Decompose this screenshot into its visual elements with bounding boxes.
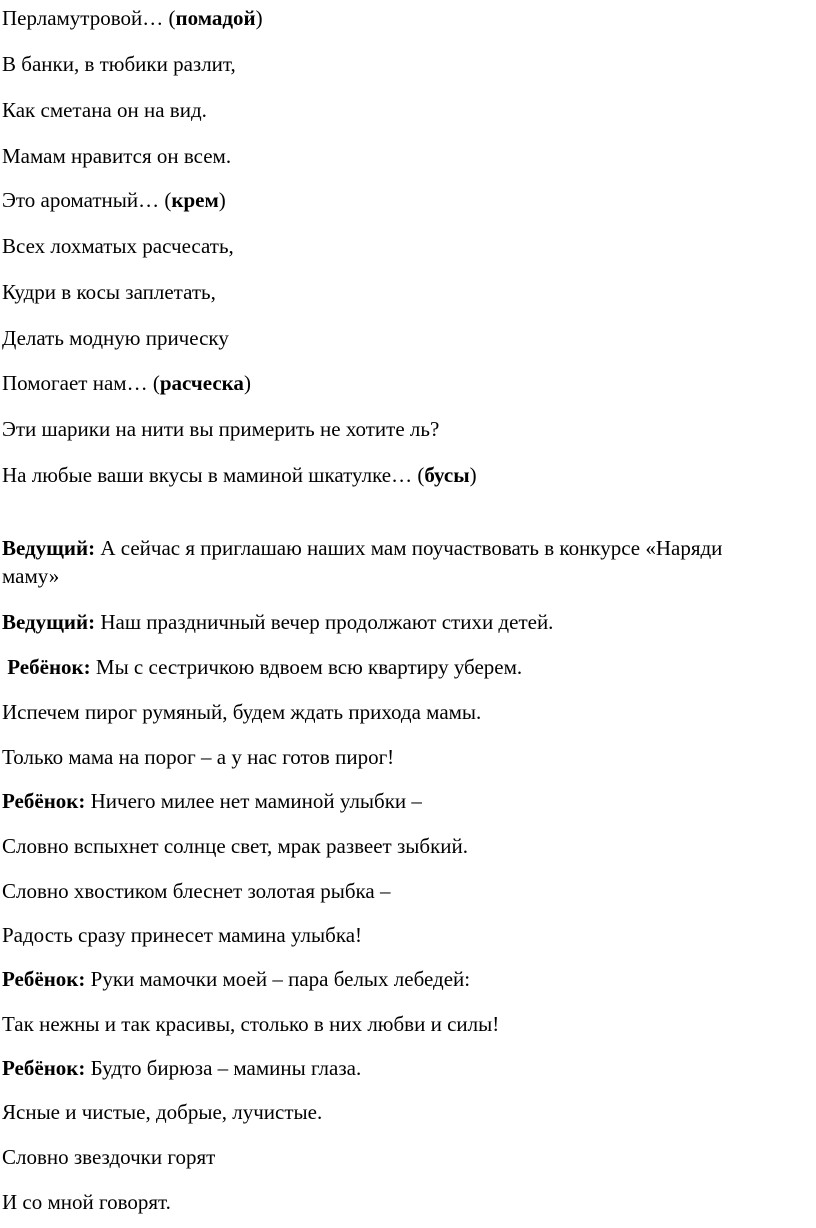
- riddle-line: [2, 462, 802, 488]
- poem-line: Так нежны и так красивы, столько в них любви и силы!: [2, 1012, 500, 1036]
- line-text: ): [218, 188, 226, 212]
- riddle-line: Эти шарики на нити вы примерить не хотите ль?: [2, 417, 440, 441]
- riddle-line: В банки, в тюбики разлит,: [2, 52, 236, 76]
- poem-line: [2, 788, 802, 814]
- riddle-line: [2, 370, 802, 396]
- riddle-line: [2, 5, 802, 31]
- speaker-label: Ребёнок:: [2, 789, 86, 813]
- poem-line: Испечем пирог румяный, будем ждать прихода мамы.: [2, 700, 482, 724]
- line-text: ): [255, 6, 263, 30]
- riddle-line: Всех лохматых расчесать,: [2, 234, 234, 258]
- poem-line: Словно вспыхнет солнце свет, мрак развеет зыбкий.: [2, 834, 468, 858]
- poem-line: Радость сразу принесет мамина улыбка!: [2, 923, 363, 947]
- host-paragraph: [2, 534, 782, 590]
- line-text: Это ароматный… (: [2, 188, 172, 212]
- poem-line: [2, 966, 802, 992]
- line-text: Мы с сестричкою вдвоем всю квартиру уберем.: [90, 655, 523, 679]
- line-text: Перламутровой… (: [2, 6, 176, 30]
- speaker-label: Ребёнок:: [2, 967, 86, 991]
- answer-bold: помадой: [175, 6, 256, 30]
- riddle-line: Кудри в косы заплетать,: [2, 280, 216, 304]
- line-text: Помогает нам… (: [2, 371, 160, 395]
- poem-line: [2, 654, 802, 680]
- riddle-line: Как сметана он на вид.: [2, 98, 207, 122]
- host-line: [2, 609, 802, 635]
- line-text: Руки мамочки моей – пара белых лебедей:: [85, 967, 471, 991]
- speaker-label: Ребёнок:: [2, 1056, 86, 1080]
- speaker-label: Ведущий:: [2, 610, 96, 634]
- line-text: ): [469, 463, 477, 487]
- riddle-line: Мамам нравится он всем.: [2, 144, 232, 168]
- line-text: Будто бирюза – мамины глаза.: [85, 1056, 362, 1080]
- poem-line: Словно звездочки горят: [2, 1145, 216, 1169]
- poem-line: И со мной говорят.: [2, 1190, 171, 1214]
- answer-bold: бусы: [424, 463, 470, 487]
- riddle-line: Делать модную прическу: [2, 326, 229, 350]
- speaker-label: Ребёнок:: [2, 655, 91, 679]
- line-text: ): [243, 371, 251, 395]
- speaker-label: Ведущий:: [2, 536, 96, 560]
- answer-bold: крем: [171, 188, 219, 212]
- poem-line: Ясные и чистые, добрые, лучистые.: [2, 1100, 323, 1124]
- line-text: Наш праздничный вечер продолжают стихи детей.: [95, 610, 554, 634]
- line-text: А сейчас я приглашаю наших мам поучаствовать в конкурсе «Наряди маму»: [2, 536, 723, 588]
- poem-line: [2, 1055, 802, 1081]
- line-text: Ничего милее нет маминой улыбки –: [85, 789, 422, 813]
- line-text: На любые ваши вкусы в маминой шкатулке… (: [2, 463, 425, 487]
- riddle-line: [2, 187, 802, 213]
- poem-line: Только мама на порог – а у нас готов пирог!: [2, 745, 395, 769]
- poem-line: Словно хвостиком блеснет золотая рыбка –: [2, 879, 391, 903]
- answer-bold: расческа: [159, 371, 244, 395]
